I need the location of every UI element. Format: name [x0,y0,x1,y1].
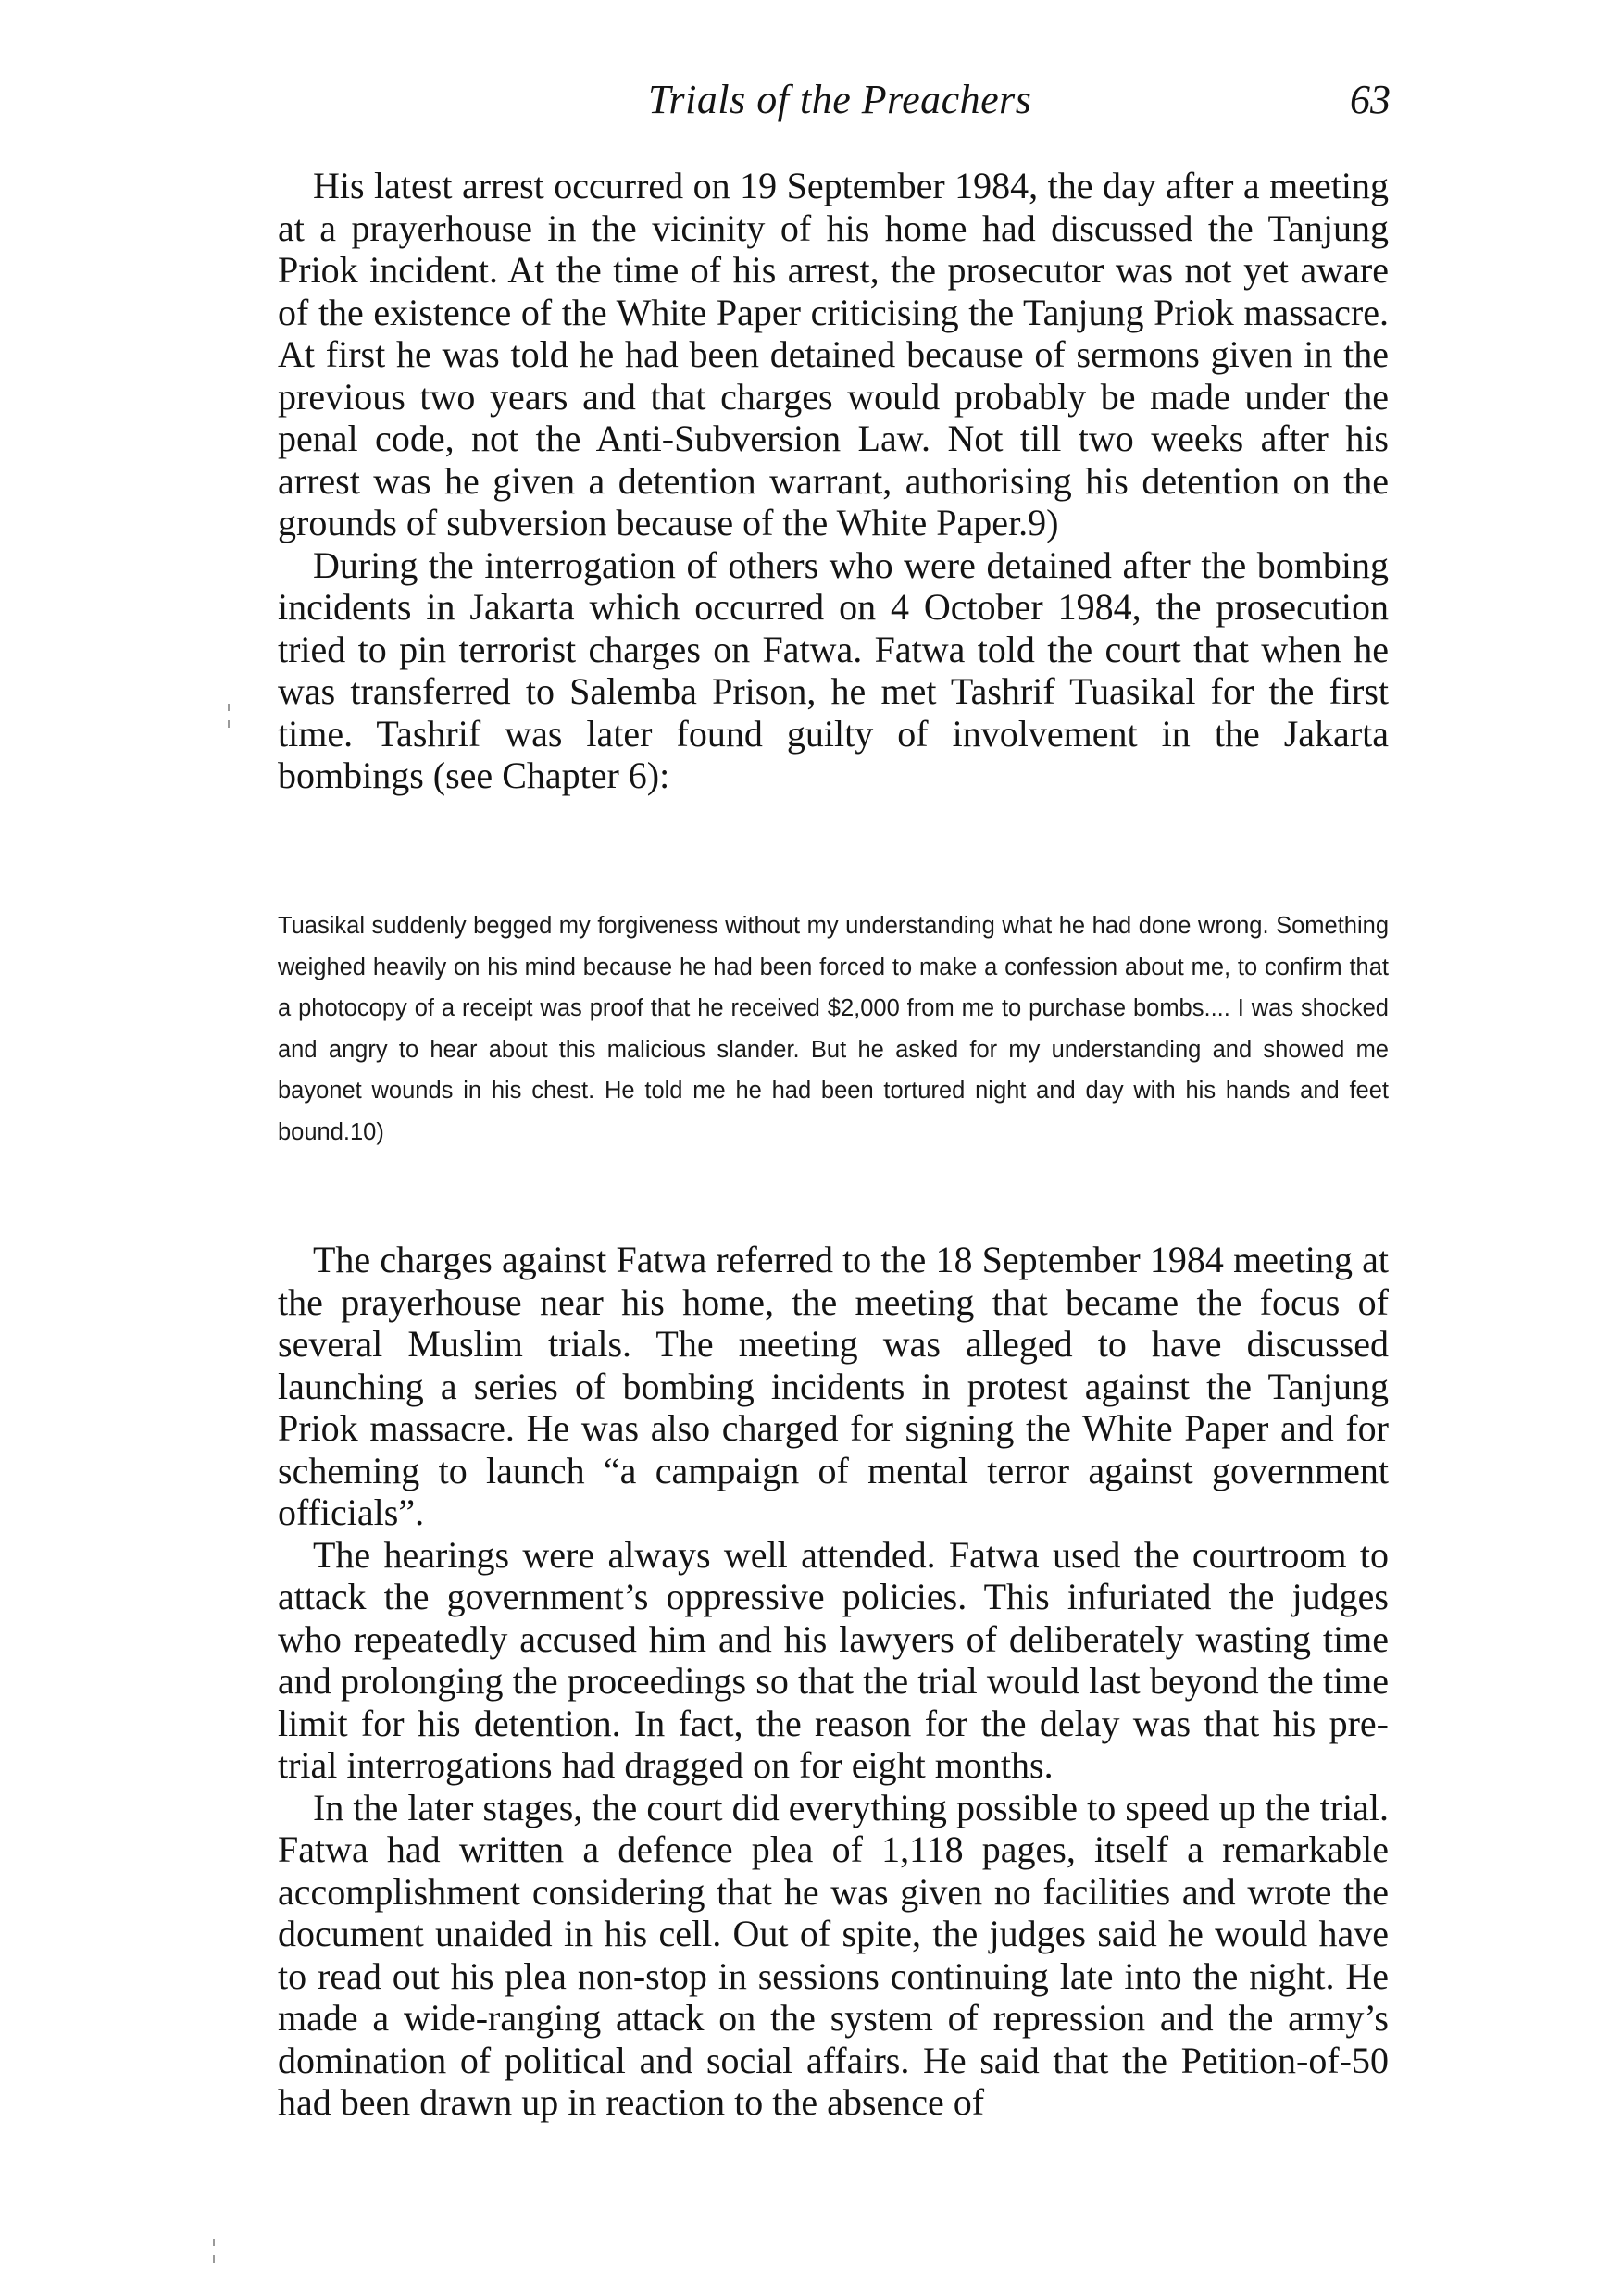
scan-speck [213,2239,215,2246]
block-quote [278,905,1389,1153]
running-title: Trials of the Preachers [648,77,1032,122]
block-quote-text: Tuasikal suddenly begged my forgiveness without my understanding what he had done wrong. Something weighed heavily on his mind because he had been forced to make a confession about me, to confirm that a photocopy of a receipt was proof that he received $2,000 from me to purchase bombs.... I was shocked and angry to hear about this malicious slander. But he asked for my understanding and showed me bayonet wounds in his chest. He told me he had been tortured night and day with his hands and feet bound.10) [278,913,1389,1145]
body-text-before-quote [278,165,1389,797]
paragraph: The charges against Fatwa referred to the 18 September 1984 meeting at the prayerhouse near his home, the meeting that became the focus of several Muslim trials. The meeting was alleged to have discussed launching a series of bombing incidents in protest against the Tanjung Priok massacre. He was also charged for signing the White Paper and for scheming to launch “a campaign of mental terror against government officials”. [278,1239,1389,1533]
scan-speck [228,704,230,711]
scan-speck [213,2255,215,2263]
scan-speck [228,720,230,728]
body-text-after-quote [278,1239,1389,2124]
running-head [0,72,1622,128]
paragraph: The hearings were always well attended. Fatwa used the courtroom to attack the government’s oppressive policies. This infuriated the judges who repeatedly accused him and his lawyers of deliberately wasting time and prolonging the proceedings so that the trial would last beyond the time limit for his detention. In fact, the reason for the delay was that his pre-trial interrogations had dragged on for eight months. [278,1533,1389,1786]
paragraph: In the later stages, the court did everything possible to speed up the trial. Fatwa had written a defence plea of 1,118 pages, itself a remarkable accomplishment considering that he was given no facilities and wrote the document unaided in his cell. Out of spite, the judges said he would have to read out his plea non-stop in sessions continuing late into the night. He made a wide-ranging attack on the system of repression and the army’s domination of political and social affairs. He said that the Petition-of-50 had been drawn up in reaction to the absence of [278,1786,1389,2123]
paragraph: During the interrogation of others who were detained after the bombing incidents in Jakarta which occurred on 4 October 1984, the prosecution tried to pin terrorist charges on Fatwa. Fatwa told the court that when he was transferred to Salemba Prison, he met Tashrif Tuasikal for the first time. Tashrif was later found guilty of involvement in the Jakarta bombings (see Chapter 6): [278,543,1389,796]
page-number: 63 [1350,77,1391,122]
paragraph: His latest arrest occurred on 19 September 1984, the day after a meeting at a prayerhouse in the vicinity of his home had discussed the Tanjung Priok incident. At the time of his arrest, the prosecutor was not yet aware of the existence of the White Paper criticising the Tanjung Priok massacre. At first he was told he had been detained because of sermons given in the previous two years and that charges would probably be made under the penal code, not the Anti-Subversion Law. Not till two weeks after his arrest was he given a detention warrant, authorising his detention on the grounds of subversion because of the White Paper.9) [278,165,1389,543]
